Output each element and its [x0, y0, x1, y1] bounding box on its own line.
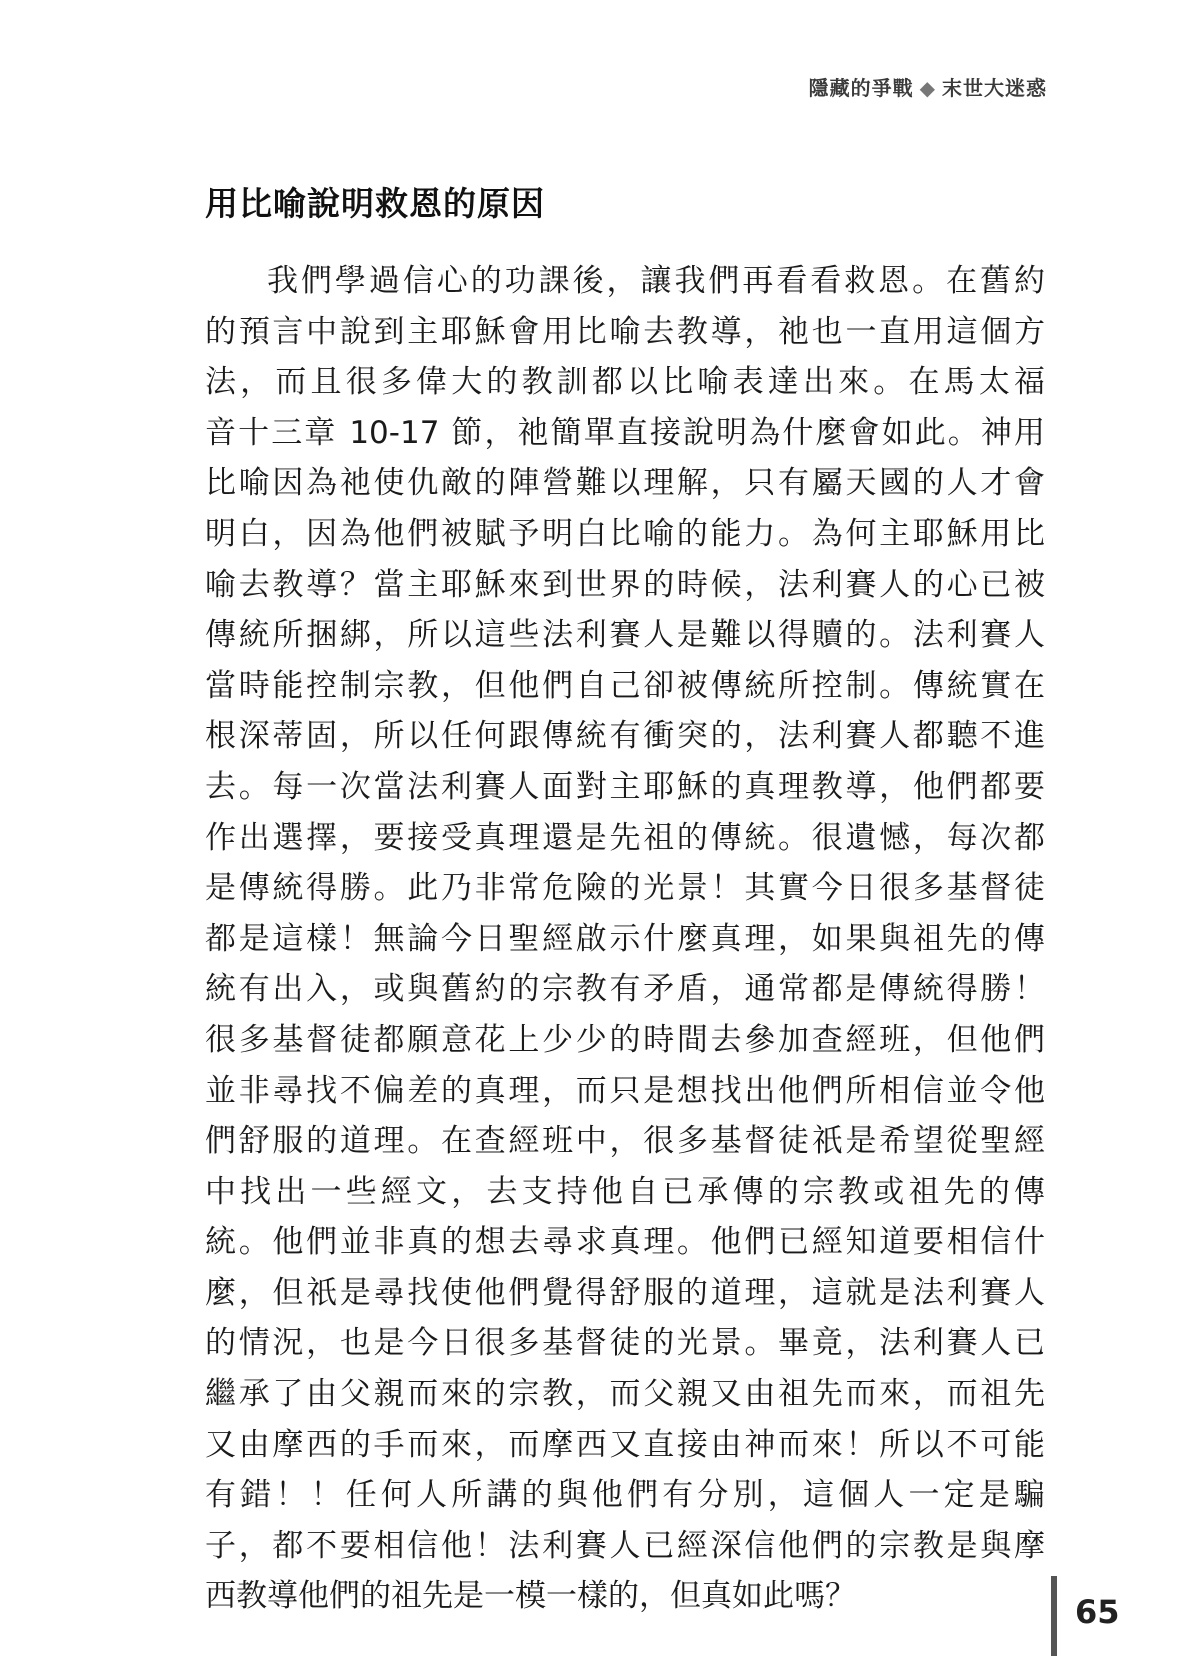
- body-line: 們舒服的道理。在查經班中，很多基督徒祇是希望從聖經: [205, 1123, 1045, 1160]
- body-line: 有錯！！任何人所講的與他們有分別，這個人一定是騙: [205, 1477, 1045, 1514]
- body-line: 當時能控制宗教，但他們自己卻被傳統所控制。傳統實在: [205, 667, 1045, 704]
- page-number: 65: [1075, 1593, 1120, 1631]
- body-line: 又由摩西的手而來，而摩西又直接由神而來！所以不可能: [205, 1426, 1045, 1463]
- running-head-chapter: 末世大迷惑: [942, 76, 1047, 100]
- body-line: 音十三章 10-17 節，祂簡單直接說明為什麼會如此。神用: [205, 414, 1045, 451]
- body-line: 子，都不要相信他！法利賽人已經深信他們的宗教是與摩: [205, 1527, 1045, 1564]
- body-line: 法，而且很多偉大的教訓都以比喻表達出來。在馬太福: [205, 364, 1045, 401]
- page-rule: [1051, 1576, 1057, 1656]
- body-line: 統。他們並非真的想去尋求真理。他們已經知道要相信什: [205, 1224, 1045, 1261]
- body-line: 並非尋找不偏差的真理，而只是想找出他們所相信並令他: [205, 1072, 1045, 1109]
- body-line: 麼，但祇是尋找使他們覺得舒服的道理，這就是法利賽人: [205, 1274, 1045, 1311]
- body-line: 很多基督徒都願意花上少少的時間去參加查經班，但他們: [205, 1021, 1045, 1058]
- body-line: 比喻因為祂使仇敵的陣營難以理解，只有屬天國的人才會: [205, 465, 1045, 502]
- body-line: 的情況，也是今日很多基督徒的光景。畢竟，法利賽人已: [205, 1325, 1045, 1362]
- body-line: 繼承了由父親而來的宗教，而父親又由祖先而來，而祖先: [205, 1376, 1045, 1413]
- body-line: 我們學過信心的功課後，讓我們再看看救恩。在舊約: [267, 263, 1045, 299]
- body-line: 明白，因為他們被賦予明白比喻的能力。為何主耶穌用比: [205, 515, 1045, 552]
- running-head-book: 隱藏的爭戰: [808, 76, 914, 100]
- body-line: 傳統所捆綁，所以這些法利賽人是難以得贖的。法利賽人: [205, 617, 1045, 654]
- body-line: 根深蒂固，所以任何跟傳統有衝突的，法利賽人都聽不進: [205, 718, 1045, 755]
- running-head: [809, 72, 1047, 101]
- body-line: 統有出入，或與舊約的宗教有矛盾，通常都是傳統得勝！: [205, 971, 1045, 1008]
- body-line: 去。每一次當法利賽人面對主耶穌的真理教導，他們都要: [205, 768, 1045, 805]
- body-line: 作出選擇，要接受真理還是先祖的傳統。很遺憾，每次都: [205, 819, 1045, 856]
- body-line: 的預言中說到主耶穌會用比喻去教導，祂也一直用這個方: [205, 313, 1045, 350]
- body-text: [205, 256, 1045, 1622]
- section-title: 用比喻說明救恩的原因: [205, 184, 545, 223]
- body-line: 中找出一些經文，去支持他自已承傳的宗教或祖先的傳: [205, 1173, 1045, 1210]
- body-line: 西教導他們的祖先是一模一樣的，但真如此嗎？: [205, 1578, 856, 1615]
- body-line: 喻去教導？當主耶穌來到世界的時候，法利賽人的心已被: [205, 566, 1045, 603]
- diamond-separator-icon: ◆: [919, 76, 936, 100]
- body-line: 是傳統得勝。此乃非常危險的光景！其實今日很多基督徒: [205, 870, 1045, 907]
- body-line: 都是這樣！無論今日聖經啟示什麼真理，如果與祖先的傳: [205, 920, 1045, 957]
